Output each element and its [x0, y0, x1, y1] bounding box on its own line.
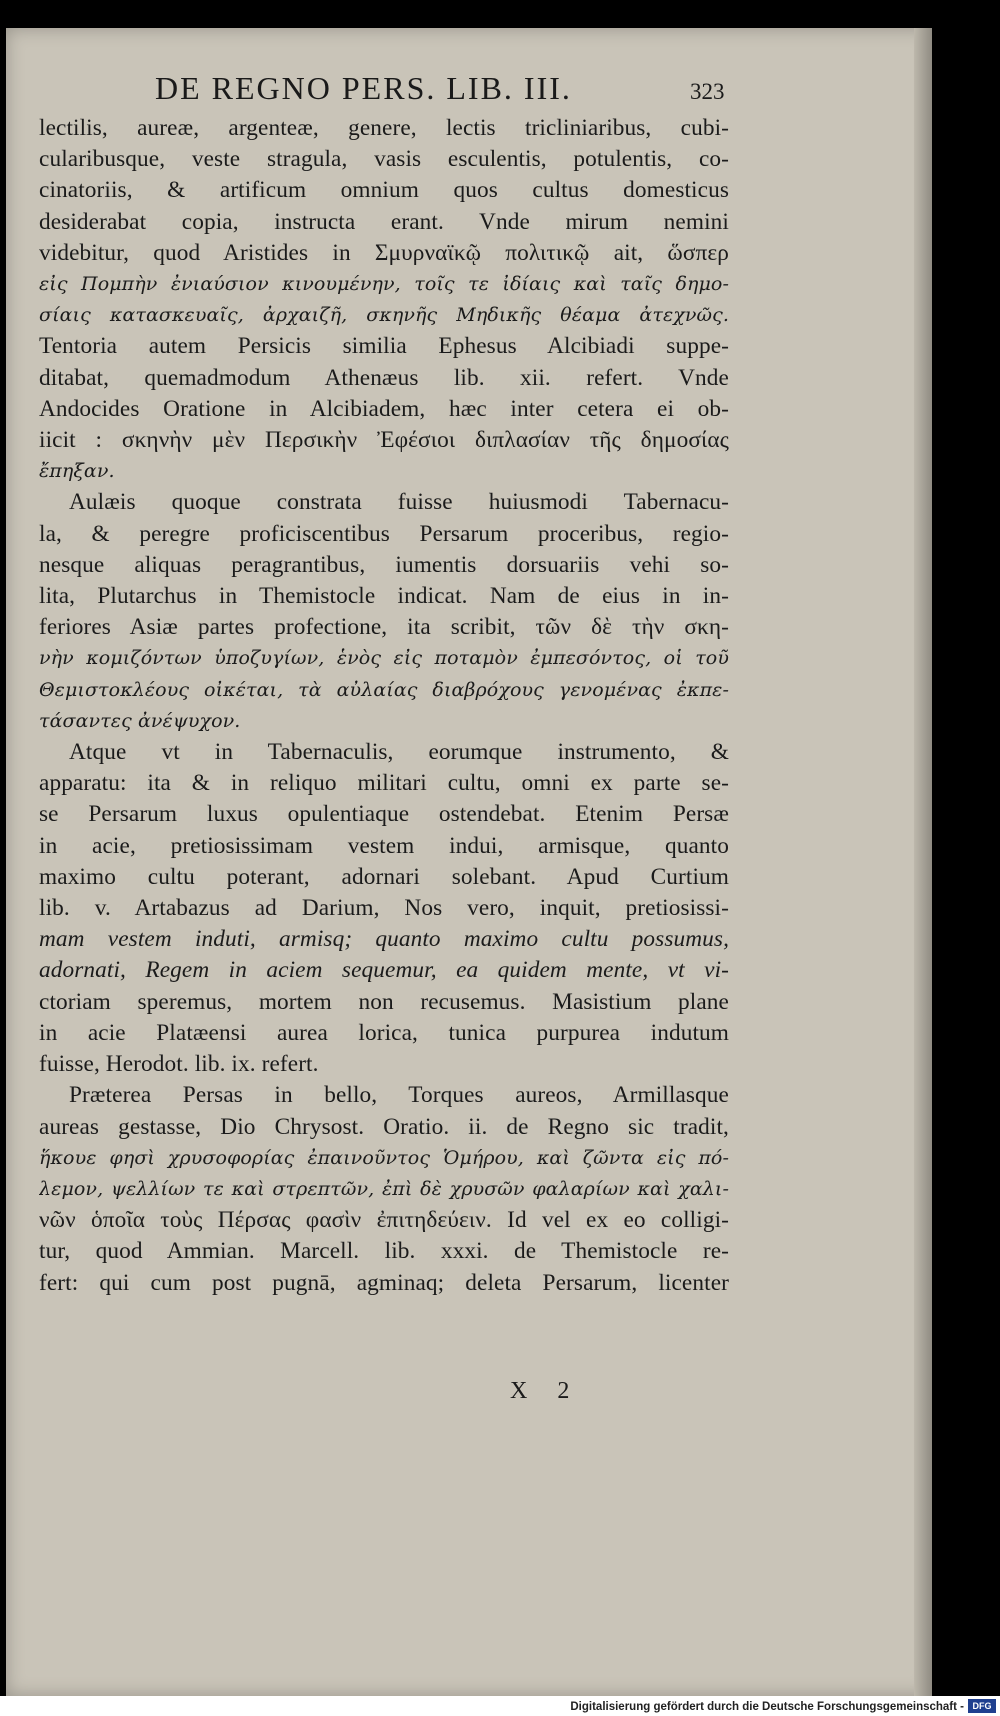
text-line: feriores Asiæ partes profectione, ita scribit, τῶν δὲ τὴν σκη- [39, 614, 729, 641]
text-line: fuisse, Herodot. lib. ix. refert. [39, 1051, 319, 1078]
text-line: lectilis, aureæ, argenteæ, genere, lectis tricliniaribus, cubi- [39, 115, 729, 141]
text-line: maximo cultu poterant, adornari solebant. Apud Curtium [39, 863, 729, 890]
text-line: Aulæis quoque constrata fuisse huiusmodi Tabernacu- [69, 489, 729, 516]
text-line: Θεμιστοκλέους οἰκέται, τὰ αὐλαίας διαβρόχους γενομένας ἐκπε- [39, 678, 729, 701]
footer-bar [0, 1696, 1000, 1716]
text-line: cinatoriis, & artificum omnium quos cultus domesticus [39, 177, 729, 204]
signature-mark: X 2 [510, 1378, 582, 1404]
text-line: aureas gestasse, Dio Chrysost. Oratio. ii. de Regno sic tradit, [39, 1113, 729, 1140]
text-line: ἥκουε φησὶ χρυσοφορίας ἐπαινοῦντος Ὁμήρου, καὶ ζῶντα εἰς πό- [39, 1146, 729, 1169]
text-line: ditabat, quemadmodum Athenæus lib. xii. refert. Vnde [39, 364, 729, 391]
text-line: mam vestem induti, armisq; quanto maximo cultu possumus, [39, 926, 729, 953]
text-line: λεμον, ψελλίων τε καὶ στρεπτῶν, ἐπὶ δὲ χρυσῶν φαλαρίων καὶ χαλι- [39, 1177, 729, 1200]
text-line: σίαις κατασκευαῖς, ἀρχαιζῆ, σκηνῆς Μηδικῆς θέαμα ἀτεχνῶς. [39, 304, 729, 327]
running-head: DE REGNO PERS. LIB. III. [155, 70, 572, 106]
text-line: νὴν κομιζόντων ὑποζυγίων, ἑνὸς εἰς ποταμὸν ἐμπεσόντος, οἱ τοῦ [39, 647, 729, 670]
text-line: cularibusque, veste stragula, vasis esculentis, potulentis, co- [39, 146, 729, 173]
text-line: ctoriam speremus, mortem non recusemus. Masistium plane [39, 988, 729, 1015]
text-line: videbitur, quod Aristides in Σμυρναϊκῷ πολιτικῷ ait, ὥσπερ [39, 239, 729, 266]
footer-credit: Digitalisierung gefördert durch die Deutsche Forschungsgemeinschaft - [570, 1701, 964, 1713]
text-line: ἔπηξαν. [39, 460, 115, 483]
text-line: adornati, Regem in aciem sequemur, ea quidem mente, vt vi- [39, 957, 729, 984]
text-line: Tentoria autem Persicis similia Ephesus Alcibiadi suppe- [39, 333, 729, 360]
text-line: desiderabat copia, instructa erant. Vnde mirum nemini [39, 208, 729, 235]
text-line: iicit : σκηνὴν μὲν Περσικὴν Ἐφέσιοι διπλασίαν τῆς δημοσίας [39, 427, 729, 454]
page-number: 323 [690, 79, 725, 104]
text-line: tur, quod Ammian. Marcell. lib. xxxi. de Themistocle re- [39, 1238, 729, 1265]
text-line: nesque aliquas peragrantibus, iumentis dorsuariis vehi so- [39, 551, 729, 578]
text-line: apparatu: ita & in reliquo militari cultu, omni ex parte se- [39, 770, 729, 797]
page-gutter-shadow [914, 28, 932, 1696]
text-line: fert: qui cum post pugnā, agminaq; deleta Persarum, licenter [39, 1269, 729, 1296]
dfg-logo: DFG [968, 1699, 996, 1713]
text-line: τάσαντες ἀνέψυχον. [39, 709, 241, 732]
text-line: Andocides Oratione in Alcibiadem, hæc inter cetera ei ob- [39, 395, 729, 422]
text-line: Præterea Persas in bello, Torques aureos, Armillasque [69, 1082, 729, 1109]
text-line: la, & peregre proficiscentibus Persarum proceribus, regio- [39, 520, 729, 547]
text-line: lib. v. Artabazus ad Darium, Nos vero, inquit, pretiosissi- [39, 895, 729, 922]
body-text [39, 113, 729, 1299]
text-line: lita, Plutarchus in Themistocle indicat. Nam de eius in in- [39, 583, 729, 610]
text-line: εἰς Πομπὴν ἐνιαύσιον κινουμένην, τοῖς τε ἰδίαις καὶ ταῖς δημο- [39, 273, 729, 296]
text-line: νῶν ὁποῖα τοὺς Πέρσας φασὶν ἐπιτηδεύειν. Id vel ex eo colligi- [39, 1207, 729, 1234]
text-line: in acie, pretiosissimam vestem indui, armisque, quanto [39, 832, 729, 859]
text-line: Atque vt in Tabernaculis, eorumque instrumento, & [69, 739, 729, 766]
text-line: se Persarum luxus opulentiaque ostendebat. Etenim Persæ [39, 801, 729, 828]
text-line: in acie Platæensi aurea lorica, tunica purpurea indutum [39, 1019, 729, 1046]
